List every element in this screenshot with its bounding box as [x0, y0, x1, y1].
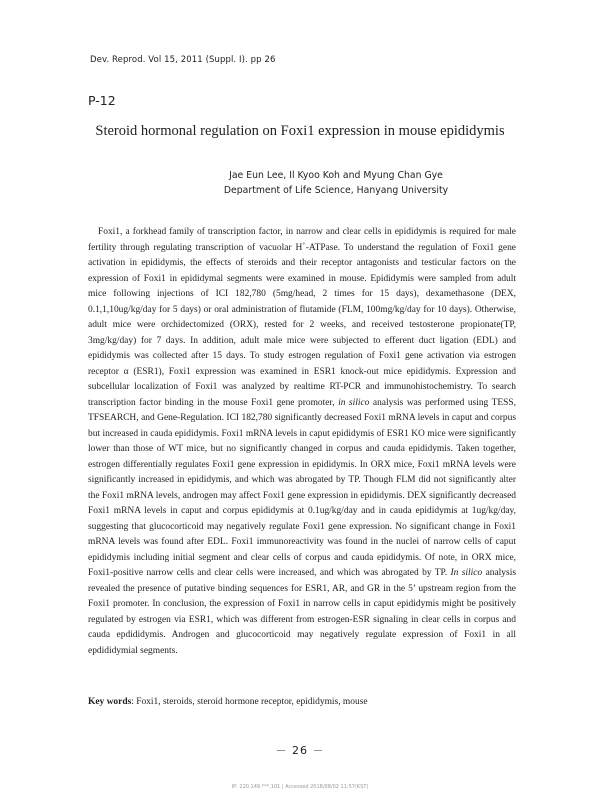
abstract-text: -ATPase. To understand the regulation of Foxi1 gene activation in epididymis, the effects of steroids and their receptor antagonists and testicular factors on the expression of Foxi1 in epididymal segments were examined in mouse. Epididymis were sampled from adult mice following injections of ICI 182,780 (5mg/head, 2 times for 15 days), dexamethasone (DEX, 0.1,1,10ug/kg/day for 5 days) or oral administration of flutamide (FLM, 100mg/kg/day for 10 days). Otherwise, adult mice were orchidectomized (ORX), rested for 2 weeks, and received testosterone propionate(TP, 3mg/kg/day) for 7 days. In addition, adult male mice were subjected to efferent duct ligation (EDL) and epididymis was collected after 15 days. To study estrogen regulation of Foxi1 gene activation via estrogen receptor α (ESR1), Foxi1 expression was examined in ESR1 knock-out mice epididymis. Expression and subcellular localization of Foxi1 was analyzed by realtime RT-PCR and immunohistochemistry. To search transcription factor binding in the mouse Foxi1 gene promoter, — [88, 242, 516, 408]
abstract — [88, 225, 516, 659]
affiliation: Department of Life Science, Hanyang University — [223, 185, 449, 196]
keywords-value: : Foxi1, steroids, steroid hormone receptor, epididymis, mouse — [131, 697, 368, 707]
poster-id: P-12 — [88, 93, 116, 108]
abstract-italic: In silico — [450, 568, 483, 578]
keywords-label: Key words — [88, 697, 132, 707]
authors: Jae Eun Lee, Il Kyoo Koh and Myung Chan Gye — [229, 170, 443, 181]
abstract-text: Foxi1, a forkhead family of transcription factor, in narrow and clear cells in epididymis is required for male fertility through regulating transcription of vacuolar H — [88, 227, 516, 253]
superscript-plus: + — [302, 241, 306, 248]
keywords — [88, 697, 528, 707]
paper-title: Steroid hormonal regulation on Foxi1 expression in mouse epididymis — [95, 123, 505, 139]
page-number: － 26 － — [275, 744, 325, 757]
access-stamp: IP: 220.149.***.101 | Accessed 2018/08/02 11:57(KST) — [231, 784, 369, 790]
journal-reference: Dev. Reprod. Vol 15, 2011 (Suppl. I). pp 26 — [90, 55, 276, 65]
abstract-paragraph — [88, 225, 516, 659]
abstract-text: analysis revealed the presence of putative binding sequences for ESR1, AR, and GR in the 5’ upstream region from the Foxi1 promoter. In conclusion, the expression of Foxi1 in narrow cells in caput epididymis might be positively regulated by estrogen via ESR1, which was different from estrogen-ESR signaling in clear cells in corpus and cauda epdididymis. Androgen and glucocorticoid may negatively regulate expression of Foxi1 in all epdididymial segments. — [88, 568, 516, 656]
abstract-text: analysis was performed using TESS, TFSEARCH, and Gene-Regulation. ICI 182,780 significantly decreased Foxi1 mRNA levels in caput and corpus but increased in cauda epididymis. Foxi1 mRNA levels in caput epididymis of ESR1 KO mice were significantly lower than those of WT mice, but no significantly changed in corpus and cauda epididymis. Taken together, estrogen differentially regulates Foxi1 gene expression in epididymis. In ORX mice, Foxi1 mRNA levels were significantly increased in epididymis, and which was abrogated by TP. Though FLM did not significantly alter the Foxi1 mRNA levels, androgen may affect Foxi1 gene expression in epididymis. DEX significantly decreased Foxi1 mRNA levels in caput and corpus epididymis at 0.1ug/kg/day and in cauda epididymis at 1ug/kg/day, suggesting that glucocorticoid may negatively regulate Foxi1 gene expression. No significant change in Foxi1 mRNA levels was found after EDL. Foxi1 immunoreactivity was found in the nuclei of narrow cells of caput epididymis including initial segment and clear cells of corpus and cauda epididymis. Of note, in ORX mice, Foxi1-positive narrow cells and clear cells were increased, and which was abrogated by TP. — [88, 397, 516, 578]
abstract-italic: in silico — [338, 397, 370, 408]
author-block — [150, 168, 522, 198]
